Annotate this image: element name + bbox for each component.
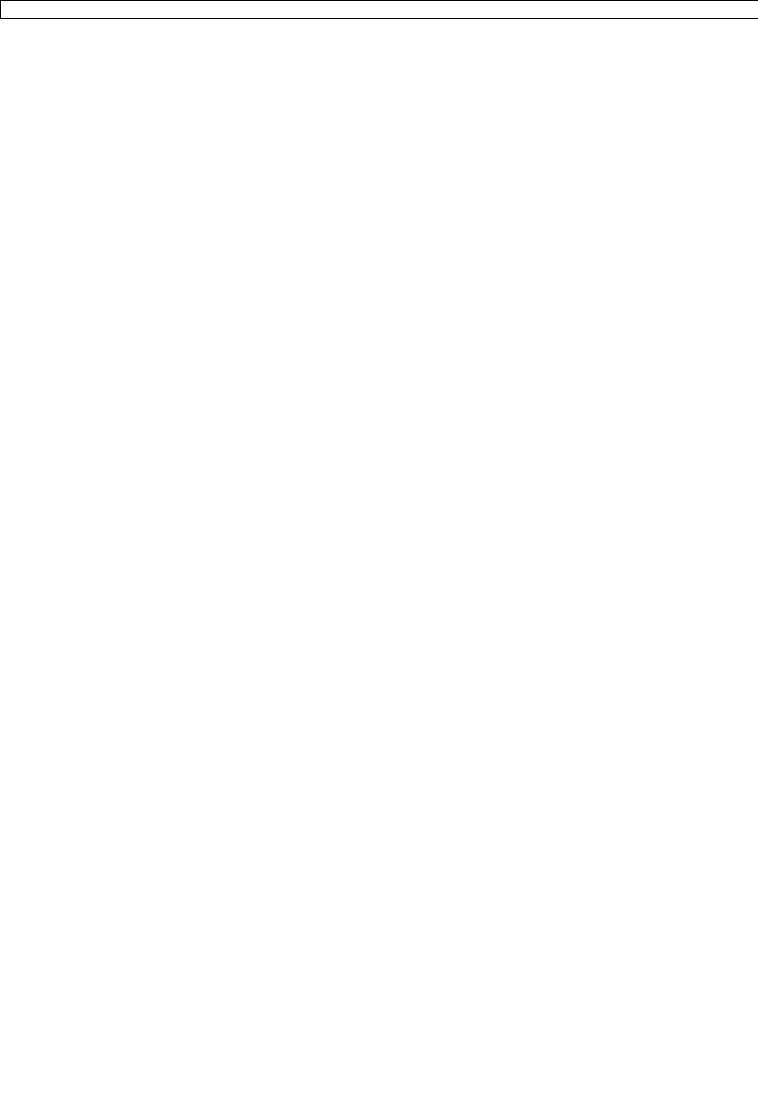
evaluation-table <box>0 0 758 19</box>
sheet-title <box>1 1 758 19</box>
